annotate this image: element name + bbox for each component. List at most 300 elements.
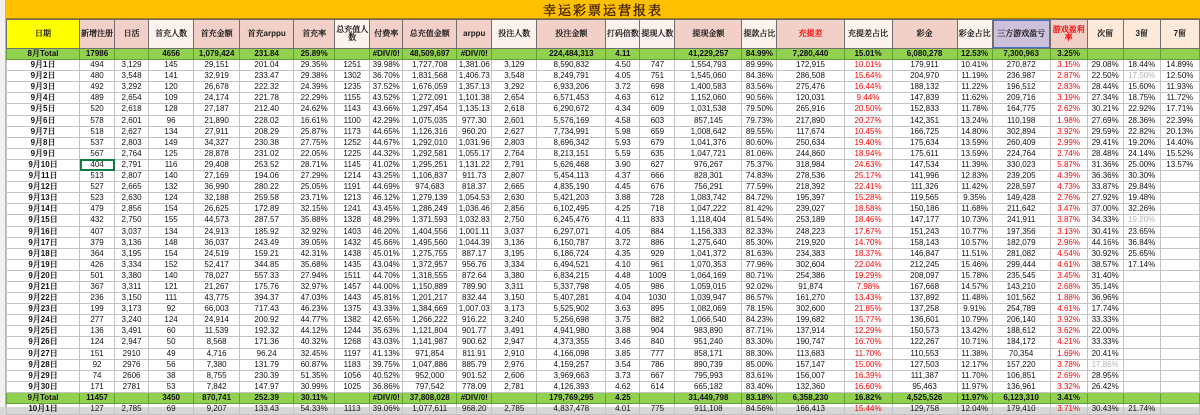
cell[interactable]: 17.71% bbox=[1160, 104, 1199, 115]
cell[interactable]: 3,136 bbox=[492, 237, 537, 248]
cell[interactable]: 28.71% bbox=[294, 159, 335, 170]
cell[interactable]: 199 bbox=[80, 304, 115, 315]
cell[interactable]: 13.57% bbox=[1160, 159, 1199, 170]
cell[interactable]: 3.72 bbox=[606, 82, 640, 93]
cell[interactable]: 16.61% bbox=[294, 115, 335, 126]
cell[interactable]: 432 bbox=[80, 215, 115, 226]
column-header[interactable]: 投注人数 bbox=[492, 20, 537, 49]
cell[interactable]: 4,373,355 bbox=[537, 337, 606, 348]
cell[interactable]: 45.81% bbox=[370, 293, 403, 304]
cell[interactable]: 20.27% bbox=[844, 115, 892, 126]
cell[interactable]: 2,785 bbox=[115, 404, 149, 415]
cell[interactable]: 42.29% bbox=[370, 115, 403, 126]
cell[interactable]: 13.24% bbox=[957, 115, 992, 126]
date-cell[interactable]: 8月Total bbox=[7, 49, 80, 60]
cell[interactable]: 41.02% bbox=[370, 159, 403, 170]
cell[interactable]: 13.43% bbox=[844, 293, 892, 304]
cell[interactable]: 82.33% bbox=[742, 226, 777, 237]
cell[interactable]: 4.73% bbox=[1050, 182, 1087, 193]
cell[interactable]: 870,741 bbox=[194, 392, 240, 403]
cell[interactable]: 1,545,060 bbox=[675, 71, 742, 82]
cell[interactable]: 21,890 bbox=[194, 115, 240, 126]
cell[interactable]: 1.98% bbox=[1050, 115, 1087, 126]
cell[interactable]: 5.59 bbox=[606, 148, 640, 159]
cell[interactable]: 1143 bbox=[335, 104, 370, 115]
date-cell[interactable]: 9月10日 bbox=[7, 159, 80, 170]
cell[interactable]: 5,337,798 bbox=[537, 281, 606, 292]
cell[interactable]: 217,890 bbox=[777, 115, 844, 126]
date-cell[interactable]: 9月20日 bbox=[7, 270, 80, 281]
cell[interactable]: 172,915 bbox=[777, 60, 844, 71]
cell[interactable]: 11.51% bbox=[957, 248, 992, 259]
cell[interactable]: 1056 bbox=[335, 370, 370, 381]
cell[interactable]: 2,750 bbox=[492, 215, 537, 226]
cell[interactable]: 4.58 bbox=[606, 115, 640, 126]
cell[interactable] bbox=[1160, 182, 1199, 193]
cell[interactable]: 659 bbox=[640, 126, 675, 137]
column-header[interactable]: 日活 bbox=[115, 20, 149, 49]
date-cell[interactable]: 9月6日 bbox=[7, 115, 80, 126]
cell[interactable]: 1113 bbox=[335, 404, 370, 415]
column-header[interactable]: 提款占比 bbox=[742, 20, 777, 49]
cell[interactable]: 11.93% bbox=[1160, 82, 1199, 93]
cell[interactable]: 136,961 bbox=[992, 381, 1050, 392]
cell[interactable]: 983,890 bbox=[675, 326, 742, 337]
cell[interactable]: 171.36 bbox=[240, 337, 294, 348]
cell[interactable]: 3,195 bbox=[115, 248, 149, 259]
cell[interactable]: 9.44% bbox=[844, 93, 892, 104]
cell[interactable]: 127,503 bbox=[892, 359, 957, 370]
cell[interactable]: 137,892 bbox=[892, 293, 957, 304]
cell[interactable]: 28.95% bbox=[1087, 370, 1123, 381]
cell[interactable]: 1,041,372 bbox=[675, 248, 742, 259]
cell[interactable]: 141,996 bbox=[892, 171, 957, 182]
cell[interactable]: 16.39% bbox=[844, 370, 892, 381]
cell[interactable]: 219,920 bbox=[777, 237, 844, 248]
cell[interactable]: 147,839 bbox=[892, 93, 957, 104]
cell[interactable]: 5.93 bbox=[606, 137, 640, 148]
cell[interactable]: 2,781 bbox=[492, 381, 537, 392]
cell[interactable]: 30.30% bbox=[1123, 171, 1160, 182]
cell[interactable]: 968.20 bbox=[457, 404, 492, 415]
cell[interactable]: 22.00% bbox=[1087, 326, 1123, 337]
cell[interactable]: #DIV/0! bbox=[370, 49, 403, 60]
cell[interactable]: 42.65% bbox=[370, 315, 403, 326]
cell[interactable] bbox=[1123, 381, 1160, 392]
cell[interactable]: 6,102,495 bbox=[537, 204, 606, 215]
cell[interactable]: 14.40% bbox=[1160, 137, 1199, 148]
cell[interactable] bbox=[640, 49, 675, 60]
cell[interactable]: 24.63% bbox=[844, 159, 892, 170]
cell[interactable]: 21,267 bbox=[194, 281, 240, 292]
cell[interactable]: 3.88 bbox=[606, 193, 640, 204]
cell[interactable]: 811.91 bbox=[457, 348, 492, 359]
cell[interactable]: 46.20% bbox=[370, 226, 403, 237]
cell[interactable]: 479 bbox=[80, 204, 115, 215]
cell[interactable]: 44.77% bbox=[294, 315, 335, 326]
cell[interactable]: 1,272,091 bbox=[403, 93, 457, 104]
cell[interactable]: 236 bbox=[80, 293, 115, 304]
cell[interactable]: 44.16% bbox=[1087, 237, 1123, 248]
cell[interactable]: 3,491 bbox=[115, 326, 149, 337]
cell[interactable]: 152,833 bbox=[892, 104, 957, 115]
cell[interactable]: 152 bbox=[149, 259, 194, 270]
cell[interactable]: 8,213,151 bbox=[537, 148, 606, 159]
cell[interactable]: 635 bbox=[640, 148, 675, 159]
cell[interactable]: 3,380 bbox=[115, 270, 149, 281]
cell[interactable]: 1302 bbox=[335, 71, 370, 82]
cell[interactable]: 234,383 bbox=[777, 248, 844, 259]
cell[interactable] bbox=[1160, 204, 1199, 215]
cell[interactable]: 253.52 bbox=[240, 159, 294, 170]
cell[interactable]: 84.72% bbox=[742, 193, 777, 204]
cell[interactable]: 2,750 bbox=[115, 215, 149, 226]
cell[interactable]: 2,803 bbox=[115, 137, 149, 148]
cell[interactable]: 986 bbox=[640, 281, 675, 292]
cell[interactable]: 5,256,698 bbox=[537, 315, 606, 326]
cell[interactable]: 179,410 bbox=[992, 404, 1050, 415]
cell[interactable]: 3.13% bbox=[1050, 226, 1087, 237]
cell[interactable]: 1,001.11 bbox=[457, 226, 492, 237]
cell[interactable]: 1382 bbox=[335, 315, 370, 326]
cell[interactable]: 147,177 bbox=[892, 215, 957, 226]
cell[interactable]: 1173 bbox=[335, 126, 370, 137]
cell[interactable]: 89.55% bbox=[742, 126, 777, 137]
cell[interactable]: 1,131.22 bbox=[458, 159, 490, 169]
cell[interactable] bbox=[1123, 304, 1160, 315]
cell[interactable]: 578 bbox=[80, 115, 115, 126]
cell[interactable]: 18.94% bbox=[844, 148, 892, 159]
cell[interactable]: 208.29 bbox=[240, 126, 294, 137]
cell[interactable]: 1457 bbox=[335, 281, 370, 292]
cell[interactable] bbox=[492, 49, 537, 60]
cell[interactable]: 407 bbox=[80, 226, 115, 237]
cell[interactable]: 22.05% bbox=[294, 148, 335, 159]
cell[interactable]: 4.10 bbox=[606, 259, 640, 270]
cell[interactable]: #DIV/0! bbox=[370, 392, 403, 403]
cell[interactable]: 120 bbox=[149, 82, 194, 93]
cell[interactable]: 175.76 bbox=[240, 281, 294, 292]
cell[interactable]: 36,990 bbox=[194, 182, 240, 193]
cell[interactable]: 43.66% bbox=[370, 104, 403, 115]
cell[interactable]: 1403 bbox=[335, 226, 370, 237]
cell[interactable]: 92.02% bbox=[742, 281, 777, 292]
cell[interactable]: 36.36% bbox=[1087, 171, 1123, 182]
cell[interactable]: 1438 bbox=[335, 248, 370, 259]
cell[interactable]: 196,512 bbox=[992, 82, 1050, 93]
cell[interactable]: 121 bbox=[149, 281, 194, 292]
cell[interactable]: 5.87% bbox=[1050, 159, 1087, 170]
date-cell[interactable]: 9月13日 bbox=[7, 193, 80, 204]
cell[interactable]: 4.62 bbox=[606, 381, 640, 392]
cell[interactable]: 43.03% bbox=[370, 337, 403, 348]
cell[interactable]: 10.71% bbox=[957, 337, 992, 348]
cell[interactable]: 11457 bbox=[80, 392, 115, 403]
date-cell[interactable]: 9月23日 bbox=[7, 304, 80, 315]
cell[interactable]: 747 bbox=[640, 60, 675, 71]
cell[interactable]: 11.19% bbox=[957, 71, 992, 82]
cell[interactable]: 19.20% bbox=[1123, 215, 1160, 226]
cell[interactable]: 30.11% bbox=[294, 392, 335, 403]
cell[interactable]: 22.92% bbox=[1123, 104, 1160, 115]
cell[interactable]: 224,764 bbox=[992, 148, 1050, 159]
cell[interactable] bbox=[1160, 293, 1199, 304]
column-header[interactable]: 首充率 bbox=[294, 20, 335, 49]
cell[interactable]: 179,769,295 bbox=[537, 392, 606, 403]
cell[interactable]: 1,297,454 bbox=[403, 104, 457, 115]
column-header[interactable]: 充提差 bbox=[777, 20, 844, 49]
cell[interactable]: 90.56% bbox=[742, 93, 777, 104]
cell[interactable]: 208,097 bbox=[892, 270, 957, 281]
cell[interactable]: 3.19% bbox=[1050, 93, 1087, 104]
cell[interactable]: 80.60% bbox=[742, 137, 777, 148]
cell[interactable]: 43.45% bbox=[370, 204, 403, 215]
cell[interactable]: 22.39% bbox=[1160, 115, 1199, 126]
cell[interactable]: 24,913 bbox=[194, 226, 240, 237]
date-cell[interactable]: 9月4日 bbox=[7, 93, 80, 104]
cell[interactable]: 83.18% bbox=[742, 392, 777, 403]
cell[interactable]: 23.65% bbox=[1123, 226, 1160, 237]
cell[interactable]: 13.42% bbox=[957, 326, 992, 337]
cell[interactable]: 89.99% bbox=[742, 60, 777, 71]
cell[interactable]: 111 bbox=[149, 293, 194, 304]
cell[interactable] bbox=[335, 392, 370, 403]
cell[interactable]: 974,683 bbox=[403, 182, 457, 193]
cell[interactable]: 134 bbox=[149, 226, 194, 237]
cell[interactable]: 44.69% bbox=[370, 182, 403, 193]
cell[interactable]: 188,132 bbox=[892, 82, 957, 93]
cell[interactable]: 4.25 bbox=[606, 392, 640, 403]
cell[interactable]: 32.15% bbox=[294, 204, 335, 215]
date-cell[interactable]: 9月8日 bbox=[7, 137, 80, 148]
cell[interactable]: 3.45% bbox=[1050, 270, 1087, 281]
cell[interactable]: 22.29% bbox=[294, 93, 335, 104]
cell[interactable]: 27,187 bbox=[194, 104, 240, 115]
cell[interactable]: 281,082 bbox=[992, 248, 1050, 259]
cell[interactable]: 22.41% bbox=[844, 182, 892, 193]
cell[interactable]: 2.83% bbox=[1050, 82, 1087, 93]
cell[interactable]: 15.28% bbox=[844, 193, 892, 204]
cell[interactable] bbox=[1160, 193, 1199, 204]
cell[interactable]: 42.31% bbox=[294, 248, 335, 259]
cell[interactable]: 1225 bbox=[335, 148, 370, 159]
cell[interactable]: 4,166,098 bbox=[537, 348, 606, 359]
date-cell[interactable]: 9月22日 bbox=[7, 293, 80, 304]
date-cell[interactable]: 9月Total bbox=[7, 392, 80, 403]
column-header[interactable]: arppu bbox=[457, 20, 492, 49]
cell[interactable]: 3,380 bbox=[492, 270, 537, 281]
cell[interactable]: 29,408 bbox=[194, 159, 240, 170]
cell[interactable]: 16.70% bbox=[844, 337, 892, 348]
cell[interactable]: 4.63 bbox=[606, 93, 640, 104]
cell[interactable]: 132,360 bbox=[777, 381, 844, 392]
cell[interactable]: 33.87% bbox=[1087, 182, 1123, 193]
cell[interactable]: 35.68% bbox=[294, 259, 335, 270]
cell[interactable]: 142,351 bbox=[892, 115, 957, 126]
cell[interactable]: 2,947 bbox=[492, 337, 537, 348]
cell[interactable] bbox=[1087, 392, 1123, 403]
cell[interactable]: 3,037 bbox=[115, 226, 149, 237]
cell[interactable]: 1,372,957 bbox=[403, 259, 457, 270]
cell[interactable]: 192.32 bbox=[240, 326, 294, 337]
cell[interactable]: 1,064,169 bbox=[675, 270, 742, 281]
cell[interactable]: 3.92% bbox=[1050, 315, 1087, 326]
date-cell[interactable]: 9月3日 bbox=[7, 82, 80, 93]
cell[interactable] bbox=[1123, 326, 1160, 337]
cell[interactable]: 2,803 bbox=[492, 137, 537, 148]
cell[interactable]: 11.70% bbox=[844, 348, 892, 359]
cell[interactable]: 30.99% bbox=[294, 381, 335, 392]
cell[interactable]: 1155 bbox=[335, 93, 370, 104]
cell[interactable]: 28.48% bbox=[1087, 148, 1123, 159]
cell[interactable]: 1100 bbox=[335, 115, 370, 126]
cell[interactable]: 35.63% bbox=[370, 326, 403, 337]
cell[interactable]: 795,993 bbox=[675, 370, 742, 381]
cell[interactable]: 161,270 bbox=[777, 293, 844, 304]
cell[interactable]: 16.44% bbox=[844, 82, 892, 93]
cell[interactable]: 3,548 bbox=[115, 71, 149, 82]
cell[interactable]: 148 bbox=[149, 237, 194, 248]
cell[interactable]: 3,129 bbox=[492, 60, 537, 71]
cell[interactable]: 209,716 bbox=[992, 93, 1050, 104]
cell[interactable]: 1,400,583 bbox=[675, 82, 742, 93]
cell[interactable]: 18.75% bbox=[1123, 93, 1160, 104]
cell[interactable]: 79.73% bbox=[742, 115, 777, 126]
cell[interactable]: 44.65% bbox=[370, 126, 403, 137]
cell[interactable]: 6,933,206 bbox=[537, 82, 606, 93]
cell[interactable]: 1,047,721 bbox=[675, 148, 742, 159]
cell[interactable]: 698 bbox=[640, 82, 675, 93]
cell[interactable]: 3,969,663 bbox=[537, 370, 606, 381]
cell[interactable]: 11.97% bbox=[957, 381, 992, 392]
cell[interactable]: 3,173 bbox=[492, 304, 537, 315]
cell[interactable]: 27,911 bbox=[194, 126, 240, 137]
cell[interactable]: 56 bbox=[149, 359, 194, 370]
cell[interactable]: 567 bbox=[80, 148, 115, 159]
cell[interactable]: 31.40% bbox=[1087, 270, 1123, 281]
cell[interactable]: 19.29% bbox=[844, 270, 892, 281]
cell[interactable]: 1,047,886 bbox=[403, 359, 457, 370]
cell[interactable]: 1,135.13 bbox=[458, 104, 490, 114]
cell[interactable]: 1,059,015 bbox=[675, 281, 742, 292]
cell[interactable] bbox=[1160, 370, 1199, 381]
cell[interactable] bbox=[1087, 49, 1123, 60]
date-cell[interactable]: 9月17日 bbox=[7, 237, 80, 248]
cell[interactable]: 1145 bbox=[335, 159, 370, 170]
cell[interactable]: 14.57% bbox=[957, 281, 992, 292]
cell[interactable]: 4.50 bbox=[606, 60, 640, 71]
cell[interactable]: 302,600 bbox=[777, 304, 844, 315]
cell[interactable]: 1214 bbox=[335, 171, 370, 182]
cell[interactable]: 35.14% bbox=[1087, 281, 1123, 292]
cell[interactable]: 1,044.39 bbox=[458, 237, 490, 247]
cell[interactable]: 28.44% bbox=[1087, 82, 1123, 93]
cell[interactable]: 11.62% bbox=[957, 93, 992, 104]
cell[interactable]: 1,047,222 bbox=[675, 204, 742, 215]
cell[interactable]: 3.72 bbox=[606, 237, 640, 248]
cell[interactable]: 228.02 bbox=[240, 115, 294, 126]
cell[interactable]: 344.85 bbox=[240, 259, 294, 270]
cell[interactable]: 66,003 bbox=[194, 304, 240, 315]
cell[interactable]: 92 bbox=[149, 304, 194, 315]
cell[interactable]: 6,080,278 bbox=[892, 49, 957, 60]
cell[interactable] bbox=[1160, 392, 1199, 403]
cell[interactable]: 15.52% bbox=[1160, 148, 1199, 159]
cell[interactable]: 5,421,203 bbox=[537, 193, 606, 204]
cell[interactable]: 1191 bbox=[335, 182, 370, 193]
cell[interactable]: 4.35 bbox=[606, 248, 640, 259]
cell[interactable]: 199,682 bbox=[777, 315, 844, 326]
column-header[interactable]: 游戏盈利率 bbox=[1050, 20, 1087, 49]
column-header[interactable]: 投注金额 bbox=[537, 20, 606, 49]
column-header[interactable]: 新增注册 bbox=[80, 20, 115, 49]
cell[interactable]: 26,625 bbox=[194, 204, 240, 215]
cell[interactable]: 16.82% bbox=[844, 392, 892, 403]
cell[interactable]: 1,406.73 bbox=[458, 71, 490, 81]
cell[interactable]: 904 bbox=[640, 326, 675, 337]
cell[interactable]: 3,292 bbox=[115, 82, 149, 93]
cell[interactable]: 49 bbox=[149, 348, 194, 359]
cell[interactable]: 21.85% bbox=[844, 304, 892, 315]
cell[interactable]: 2,618 bbox=[115, 104, 149, 115]
cell[interactable]: 110,553 bbox=[892, 348, 957, 359]
cell[interactable]: 3.15% bbox=[1050, 60, 1087, 71]
cell[interactable]: 960.20 bbox=[457, 126, 492, 137]
cell[interactable]: 109 bbox=[149, 93, 194, 104]
cell[interactable]: 14.89% bbox=[1160, 60, 1199, 71]
cell[interactable]: 25.00% bbox=[1123, 159, 1160, 170]
cell[interactable]: 11,539 bbox=[194, 326, 240, 337]
cell[interactable]: 10.73% bbox=[957, 215, 992, 226]
cell[interactable]: 1,054.53 bbox=[458, 193, 490, 203]
cell[interactable]: 872.64 bbox=[457, 270, 492, 281]
cell[interactable]: 1,075,035 bbox=[403, 115, 457, 126]
cell[interactable]: 233.47 bbox=[240, 71, 294, 82]
cell[interactable]: 832.44 bbox=[457, 293, 492, 304]
cell[interactable]: 1,295,251 bbox=[403, 159, 457, 170]
cell[interactable]: 60 bbox=[149, 326, 194, 337]
cell[interactable]: 254,789 bbox=[992, 304, 1050, 315]
cell[interactable]: 4.39% bbox=[1050, 171, 1087, 182]
column-header[interactable]: 总充值金额 bbox=[403, 20, 457, 49]
cell[interactable]: 1,126,316 bbox=[403, 126, 457, 137]
cell[interactable]: 3,491 bbox=[492, 326, 537, 337]
cell[interactable]: 3.47% bbox=[1050, 204, 1087, 215]
cell[interactable]: 95,463 bbox=[892, 381, 957, 392]
cell[interactable]: 243.49 bbox=[240, 237, 294, 248]
column-header[interactable]: 首充arppu bbox=[240, 20, 294, 49]
cell[interactable]: 38.57% bbox=[1087, 259, 1123, 270]
cell[interactable]: 3.63 bbox=[606, 304, 640, 315]
cell[interactable]: 15.46% bbox=[957, 259, 992, 270]
cell[interactable]: 1,381.06 bbox=[458, 60, 490, 70]
cell[interactable]: 124 bbox=[80, 337, 115, 348]
cell[interactable]: 230.39 bbox=[240, 370, 294, 381]
cell[interactable]: 32.97% bbox=[294, 281, 335, 292]
cell[interactable]: 212,245 bbox=[892, 259, 957, 270]
cell[interactable]: 166,413 bbox=[777, 404, 844, 415]
cell[interactable]: 518 bbox=[80, 126, 115, 137]
cell[interactable]: 117,674 bbox=[777, 126, 844, 137]
cell[interactable]: 3,292 bbox=[492, 82, 537, 93]
cell[interactable]: 44,573 bbox=[194, 215, 240, 226]
column-header[interactable]: 日期 bbox=[7, 20, 80, 49]
cell[interactable]: 133.43 bbox=[240, 404, 294, 415]
cell[interactable] bbox=[1123, 281, 1160, 292]
date-cell[interactable]: 9月19日 bbox=[7, 259, 80, 270]
cell[interactable]: 1,032.83 bbox=[458, 215, 490, 225]
cell[interactable]: 154 bbox=[149, 204, 194, 215]
